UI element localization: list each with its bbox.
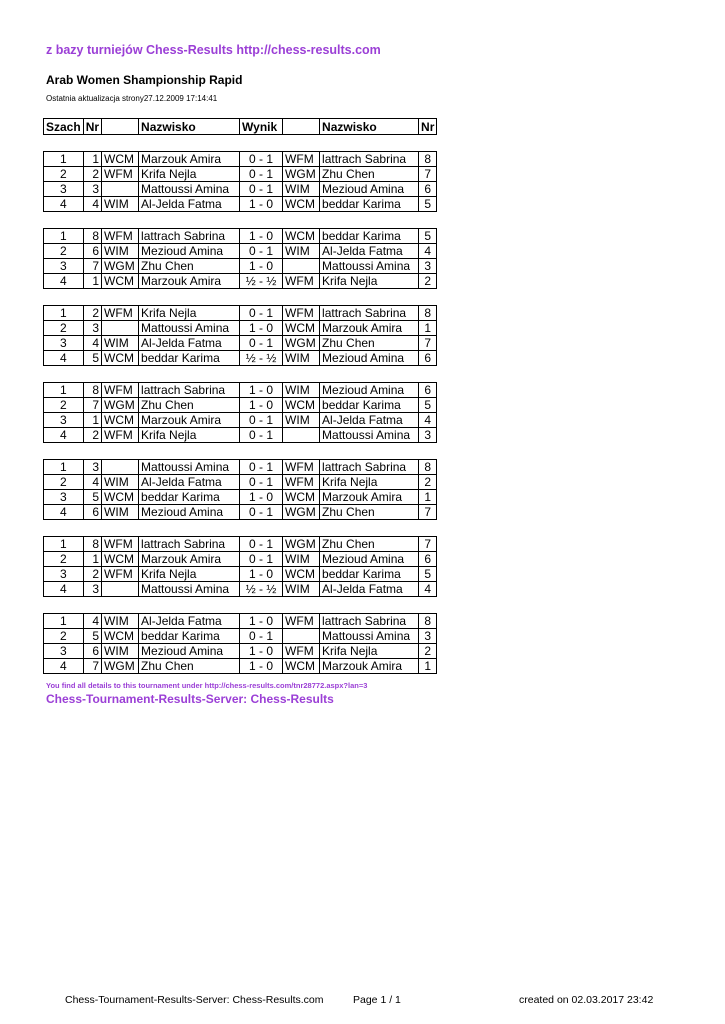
opp-title-cell: WIM [283,383,320,398]
title-cell: WCM [102,152,139,167]
opp-name-cell: Zhu Chen [320,167,419,182]
board-cell: 2 [44,167,84,182]
title-cell: WCM [102,351,139,366]
title-cell: WFM [102,229,139,244]
title-cell [102,321,139,336]
opp-name-cell: Marzouk Amira [320,490,419,505]
col-header-name: Nazwisko [139,119,240,135]
opp-name-cell: lattrach Sabrina [320,152,419,167]
title-cell: WIM [102,644,139,659]
nr-cell: 2 [83,567,101,582]
round-separator [44,289,437,306]
nr-cell: 4 [83,197,101,212]
table-row [44,567,437,582]
name-cell: Mattoussi Amina [139,460,240,475]
nr-cell: 8 [83,383,101,398]
result-cell: 1 - 0 [240,259,283,274]
round-separator-cell [44,289,437,306]
nr-cell: 4 [83,336,101,351]
col-header-nr: Nr [83,119,101,135]
result-cell: 1 - 0 [240,383,283,398]
result-cell: 0 - 1 [240,428,283,443]
opp-title-cell [283,259,320,274]
name-cell: lattrach Sabrina [139,229,240,244]
opp-name-cell: Al-Jelda Fatma [320,244,419,259]
table-row [44,152,437,167]
title-cell: WIM [102,505,139,520]
opp-title-cell [283,629,320,644]
pairings-table [43,118,437,674]
round-separator [44,443,437,460]
board-cell: 3 [44,567,84,582]
board-cell: 2 [44,398,84,413]
opp-name-cell: Krifa Nejla [320,274,419,289]
page-footer-server: Chess-Tournament-Results-Server: Chess-Results.com [65,994,324,1006]
board-cell: 1 [44,614,84,629]
board-cell: 3 [44,182,84,197]
result-cell: 1 - 0 [240,197,283,212]
board-cell: 1 [44,229,84,244]
table-row [44,659,437,674]
nr-cell: 7 [83,659,101,674]
result-cell: 0 - 1 [240,244,283,259]
nr-cell: 2 [83,306,101,321]
opp-title-cell: WGM [283,167,320,182]
nr-cell: 1 [83,413,101,428]
opp-nr-cell: 7 [419,505,437,520]
results-server-link[interactable]: Chess-Tournament-Results-Server: Chess-Results [46,692,334,706]
opp-nr-cell: 7 [419,167,437,182]
opp-name-cell: Mezioud Amina [320,351,419,366]
table-header-row [44,119,437,135]
opp-title-cell: WCM [283,659,320,674]
title-cell: WGM [102,659,139,674]
opp-nr-cell: 1 [419,659,437,674]
result-cell: 1 - 0 [240,398,283,413]
table-row [44,552,437,567]
result-cell: ½ - ½ [240,582,283,597]
result-cell: ½ - ½ [240,351,283,366]
opp-title-cell: WCM [283,490,320,505]
title-cell [102,182,139,197]
nr-cell: 3 [83,321,101,336]
opp-name-cell: lattrach Sabrina [320,460,419,475]
result-cell: 1 - 0 [240,567,283,582]
title-cell: WIM [102,336,139,351]
table-row [44,274,437,289]
table-row [44,614,437,629]
title-cell: WFM [102,537,139,552]
round-separator [44,135,437,152]
opp-name-cell: Zhu Chen [320,336,419,351]
opp-nr-cell: 2 [419,274,437,289]
board-cell: 2 [44,475,84,490]
opp-name-cell: Krifa Nejla [320,644,419,659]
nr-cell: 5 [83,490,101,505]
created-date: created on 02.03.2017 23:42 [519,994,654,1006]
nr-cell: 6 [83,244,101,259]
nr-cell: 5 [83,351,101,366]
board-cell: 4 [44,582,84,597]
nr-cell: 2 [83,428,101,443]
opp-title-cell: WIM [283,244,320,259]
board-cell: 3 [44,644,84,659]
opp-title-cell: WCM [283,197,320,212]
result-cell: 1 - 0 [240,614,283,629]
name-cell: Al-Jelda Fatma [139,197,240,212]
name-cell: Krifa Nejla [139,167,240,182]
opp-nr-cell: 8 [419,614,437,629]
table-row [44,306,437,321]
table-row [44,383,437,398]
result-cell: 0 - 1 [240,537,283,552]
table-row [44,460,437,475]
table-row [44,505,437,520]
result-cell: 0 - 1 [240,629,283,644]
opp-name-cell: lattrach Sabrina [320,306,419,321]
opp-title-cell: WIM [283,582,320,597]
title-cell: WFM [102,306,139,321]
opp-nr-cell: 8 [419,460,437,475]
opp-title-cell: WIM [283,182,320,197]
opp-name-cell: Marzouk Amira [320,321,419,336]
round-separator [44,520,437,537]
col-header-result: Wynik [240,119,283,135]
name-cell: Mezioud Amina [139,505,240,520]
opp-title-cell: WCM [283,567,320,582]
opp-nr-cell: 1 [419,490,437,505]
title-cell: WIM [102,475,139,490]
name-cell: Krifa Nejla [139,428,240,443]
opp-title-cell: WIM [283,552,320,567]
nr-cell: 5 [83,629,101,644]
opp-nr-cell: 2 [419,475,437,490]
board-cell: 4 [44,659,84,674]
round-separator-cell [44,520,437,537]
title-cell: WCM [102,629,139,644]
table-row [44,537,437,552]
opp-title-cell: WCM [283,229,320,244]
name-cell: Marzouk Amira [139,274,240,289]
nr-cell: 8 [83,537,101,552]
table-row [44,644,437,659]
opp-name-cell: Mezioud Amina [320,383,419,398]
title-cell: WIM [102,197,139,212]
result-cell: 0 - 1 [240,152,283,167]
opp-title-cell: WGM [283,336,320,351]
board-cell: 1 [44,460,84,475]
opp-nr-cell: 6 [419,552,437,567]
opp-name-cell: beddar Karima [320,229,419,244]
board-cell: 4 [44,197,84,212]
nr-cell: 6 [83,505,101,520]
opp-name-cell: Mattoussi Amina [320,629,419,644]
opp-nr-cell: 6 [419,383,437,398]
table-row [44,428,437,443]
opp-nr-cell: 5 [419,567,437,582]
opp-title-cell: WIM [283,413,320,428]
opp-title-cell [283,428,320,443]
nr-cell: 7 [83,398,101,413]
opp-name-cell: beddar Karima [320,398,419,413]
title-cell: WCM [102,413,139,428]
name-cell: Marzouk Amira [139,413,240,428]
opp-nr-cell: 7 [419,336,437,351]
opp-title-cell: WFM [283,475,320,490]
opp-name-cell: Mattoussi Amina [320,259,419,274]
title-cell: WFM [102,428,139,443]
opp-nr-cell: 7 [419,537,437,552]
round-separator [44,212,437,229]
opp-name-cell: beddar Karima [320,567,419,582]
result-cell: 1 - 0 [240,321,283,336]
title-cell: WCM [102,274,139,289]
result-cell: 1 - 0 [240,644,283,659]
opp-nr-cell: 8 [419,152,437,167]
last-updated: Ostatnia aktualizacja strony27.12.2009 17:14:41 [46,94,218,103]
title-cell [102,460,139,475]
name-cell: beddar Karima [139,351,240,366]
name-cell: Al-Jelda Fatma [139,614,240,629]
name-cell: Krifa Nejla [139,306,240,321]
result-cell: 0 - 1 [240,167,283,182]
opp-nr-cell: 4 [419,413,437,428]
result-cell: 1 - 0 [240,659,283,674]
result-cell: 0 - 1 [240,306,283,321]
board-cell: 3 [44,259,84,274]
col-header-board: Szach [44,119,84,135]
nr-cell: 3 [83,460,101,475]
opp-title-cell: WFM [283,644,320,659]
result-cell: 0 - 1 [240,552,283,567]
col-header-name2: Nazwisko [320,119,419,135]
board-cell: 1 [44,537,84,552]
opp-nr-cell: 3 [419,428,437,443]
title-cell: WGM [102,259,139,274]
table-row [44,475,437,490]
nr-cell: 3 [83,182,101,197]
name-cell: Mattoussi Amina [139,582,240,597]
board-cell: 1 [44,306,84,321]
opp-title-cell: WCM [283,321,320,336]
nr-cell: 4 [83,614,101,629]
board-cell: 4 [44,351,84,366]
result-cell: 0 - 1 [240,475,283,490]
table-row [44,321,437,336]
opp-nr-cell: 5 [419,197,437,212]
nr-cell: 2 [83,167,101,182]
result-cell: 0 - 1 [240,336,283,351]
col-header-nr2: Nr [419,119,437,135]
table-row [44,244,437,259]
chess-results-link[interactable]: z bazy turniejów Chess-Results http://chess-results.com [46,43,381,57]
result-cell: 0 - 1 [240,182,283,197]
opp-title-cell: WGM [283,505,320,520]
name-cell: Mattoussi Amina [139,321,240,336]
opp-nr-cell: 6 [419,351,437,366]
nr-cell: 8 [83,229,101,244]
opp-nr-cell: 6 [419,182,437,197]
round-separator-cell [44,443,437,460]
opp-name-cell: Zhu Chen [320,505,419,520]
board-cell: 3 [44,490,84,505]
board-cell: 4 [44,274,84,289]
name-cell: Krifa Nejla [139,567,240,582]
opp-title-cell: WCM [283,398,320,413]
result-cell: 1 - 0 [240,490,283,505]
name-cell: Al-Jelda Fatma [139,475,240,490]
round-separator-cell [44,597,437,614]
opp-name-cell: Marzouk Amira [320,659,419,674]
table-row [44,229,437,244]
opp-title-cell: WFM [283,460,320,475]
board-cell: 2 [44,321,84,336]
title-cell: WIM [102,614,139,629]
opp-nr-cell: 4 [419,244,437,259]
table-row [44,351,437,366]
name-cell: Mezioud Amina [139,644,240,659]
opp-name-cell: Zhu Chen [320,537,419,552]
opp-nr-cell: 8 [419,306,437,321]
opp-name-cell: Mattoussi Amina [320,428,419,443]
table-row [44,167,437,182]
nr-cell: 4 [83,475,101,490]
col-header-title [102,119,139,135]
result-cell: ½ - ½ [240,274,283,289]
board-cell: 3 [44,413,84,428]
nr-cell: 1 [83,552,101,567]
name-cell: lattrach Sabrina [139,537,240,552]
opp-nr-cell: 1 [419,321,437,336]
board-cell: 4 [44,428,84,443]
result-cell: 0 - 1 [240,460,283,475]
round-separator [44,597,437,614]
table-row [44,182,437,197]
title-cell: WFM [102,167,139,182]
name-cell: beddar Karima [139,629,240,644]
title-cell: WIM [102,244,139,259]
round-separator-cell [44,366,437,383]
nr-cell: 6 [83,644,101,659]
opp-name-cell: Al-Jelda Fatma [320,413,419,428]
opp-name-cell: lattrach Sabrina [320,614,419,629]
name-cell: Mezioud Amina [139,244,240,259]
title-cell: WFM [102,383,139,398]
name-cell: Marzouk Amira [139,552,240,567]
board-cell: 4 [44,505,84,520]
opp-nr-cell: 5 [419,398,437,413]
board-cell: 2 [44,629,84,644]
opp-title-cell: WFM [283,306,320,321]
title-cell: WGM [102,398,139,413]
opp-nr-cell: 4 [419,582,437,597]
name-cell: Zhu Chen [139,659,240,674]
title-cell: WCM [102,552,139,567]
opp-name-cell: Krifa Nejla [320,475,419,490]
name-cell: Mattoussi Amina [139,182,240,197]
opp-title-cell: WGM [283,537,320,552]
name-cell: beddar Karima [139,490,240,505]
nr-cell: 1 [83,274,101,289]
opp-name-cell: Al-Jelda Fatma [320,582,419,597]
title-cell [102,582,139,597]
result-cell: 0 - 1 [240,505,283,520]
opp-title-cell: WFM [283,152,320,167]
tournament-title: Arab Women Shampionship Rapid [46,73,243,87]
board-cell: 2 [44,244,84,259]
round-separator-cell [44,135,437,152]
page-number: Page 1 / 1 [353,994,401,1006]
opp-nr-cell: 2 [419,644,437,659]
board-cell: 1 [44,383,84,398]
opp-nr-cell: 3 [419,259,437,274]
board-cell: 3 [44,336,84,351]
title-cell: WCM [102,490,139,505]
name-cell: Marzouk Amira [139,152,240,167]
name-cell: Zhu Chen [139,398,240,413]
board-cell: 1 [44,152,84,167]
table-row [44,259,437,274]
nr-cell: 7 [83,259,101,274]
table-row [44,336,437,351]
round-separator [44,366,437,383]
round-separator-cell [44,212,437,229]
name-cell: Zhu Chen [139,259,240,274]
tournament-details-link[interactable]: You find all details to this tournament under http://chess-results.com/tnr28772.aspx?lan=3 [46,681,368,690]
name-cell: Al-Jelda Fatma [139,336,240,351]
table-row [44,413,437,428]
table-row [44,582,437,597]
table-row [44,197,437,212]
opp-name-cell: beddar Karima [320,197,419,212]
table-row [44,398,437,413]
result-cell: 1 - 0 [240,229,283,244]
table-row [44,490,437,505]
opp-title-cell: WFM [283,614,320,629]
opp-title-cell: WIM [283,351,320,366]
name-cell: lattrach Sabrina [139,383,240,398]
col-header-title2 [283,119,320,135]
title-cell: WFM [102,567,139,582]
opp-title-cell: WFM [283,274,320,289]
opp-name-cell: Mezioud Amina [320,552,419,567]
table-row [44,629,437,644]
nr-cell: 3 [83,582,101,597]
board-cell: 2 [44,552,84,567]
opp-name-cell: Mezioud Amina [320,182,419,197]
opp-nr-cell: 5 [419,229,437,244]
opp-nr-cell: 3 [419,629,437,644]
nr-cell: 1 [83,152,101,167]
result-cell: 0 - 1 [240,413,283,428]
